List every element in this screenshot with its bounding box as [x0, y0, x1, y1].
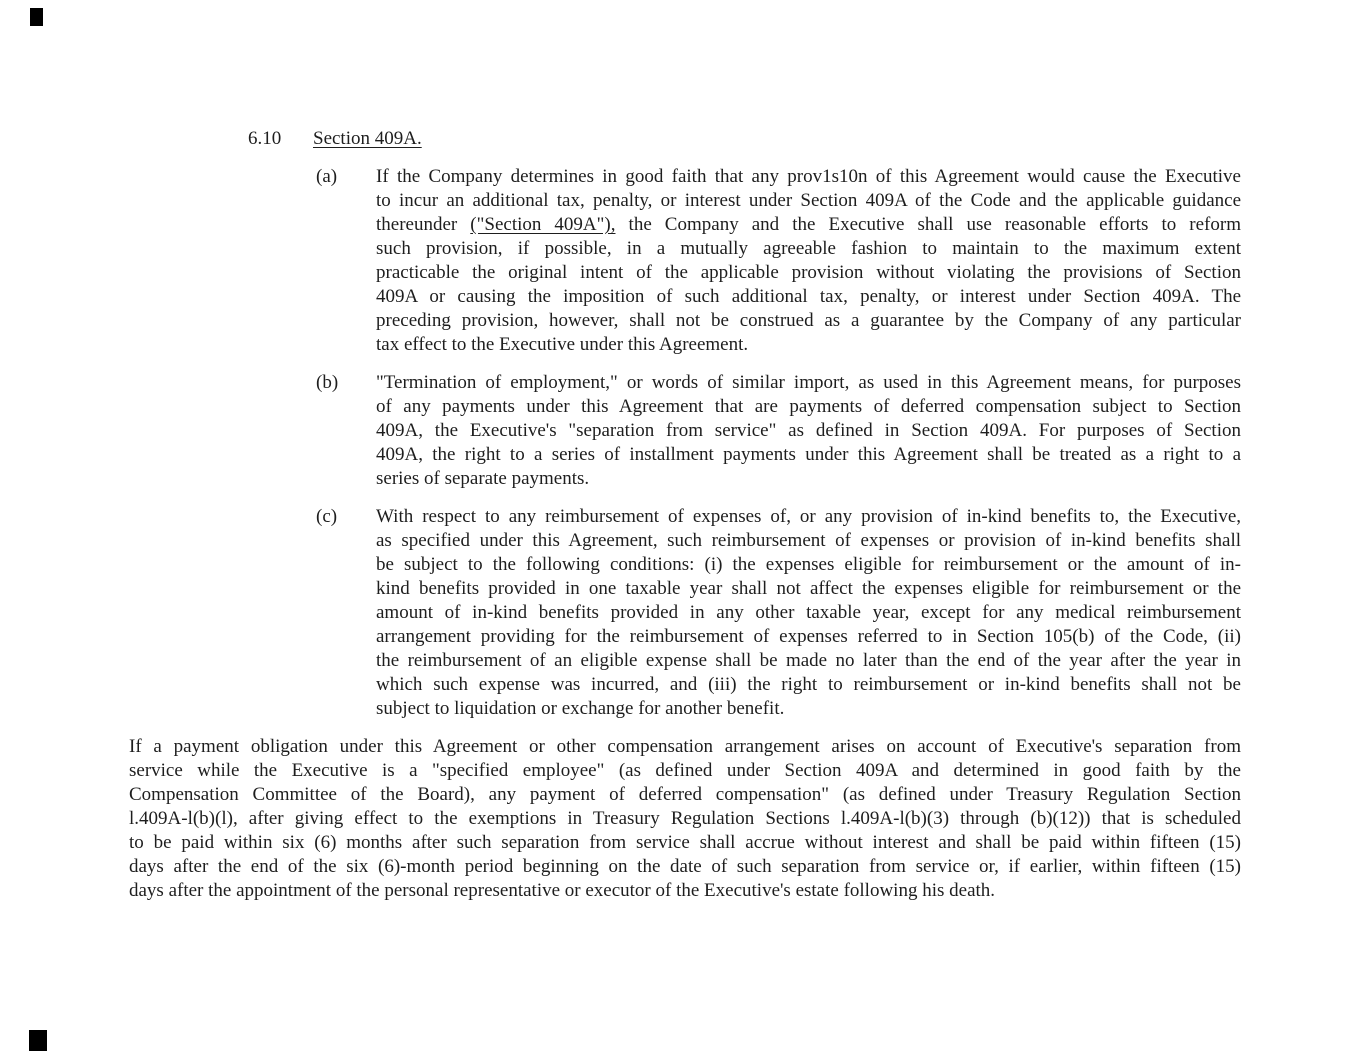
- text-line: such provision, if possible, in a mutually agreeable fashion to maintain to the maximum extent: [376, 238, 1241, 259]
- text-line: amount of in-kind benefits provided in any other taxable year, except for any medical reimbursement: [376, 602, 1241, 623]
- text-line: arrangement providing for the reimbursement of expenses referred to in Section 105(b) of the Code, (ii): [376, 626, 1241, 647]
- section-6-10: [129, 127, 1241, 903]
- text-line: 409A, the right to a series of installment payments under this Agreement shall be treated as a right to a: [376, 444, 1241, 465]
- text-line: kind benefits provided in one taxable year shall not affect the expenses eligible for reimbursement or the: [376, 578, 1241, 599]
- section-number: 6.10: [248, 128, 282, 149]
- text-line: 409A or causing the imposition of such additional tax, penalty, or interest under Section 409A. The: [376, 286, 1241, 307]
- text-line: days after the end of the six (6)-month period beginning on the date of such separation from service or, if earlier, within fifteen (15): [129, 856, 1241, 877]
- closing-paragraph: [129, 735, 1241, 903]
- subsection-c-label: (c): [316, 506, 338, 527]
- text-line: which such expense was incurred, and (iii) the right to reimbursement or in-kind benefits shall not be: [376, 674, 1241, 695]
- text-line: as specified under this Agreement, such reimbursement of expenses or provision of in-kind benefits shall: [376, 530, 1241, 551]
- subsection-a-label: (a): [316, 166, 338, 187]
- text-line: preceding provision, however, shall not be construed as a guarantee by the Company of any particular: [376, 310, 1241, 331]
- underlined-defined-term: ("Section 409A"),: [470, 214, 616, 235]
- text-line: the reimbursement of an eligible expense shall be made no later than the end of the year after the year in: [376, 650, 1241, 671]
- text-line: practicable the original intent of the applicable provision without violating the provisions of Section: [376, 262, 1241, 283]
- text-line: subject to liquidation or exchange for another benefit.: [376, 698, 785, 719]
- text-line: l.409A-l(b)(l), after giving effect to the exemptions in Treasury Regulation Sections l.409A-l(b)(3) through (b)(12)) that is scheduled: [129, 808, 1241, 829]
- section-heading: [248, 127, 1241, 151]
- subsection-a-text: [376, 165, 1241, 357]
- subsection-c: [129, 505, 1241, 721]
- section-title: Section 409A.: [313, 128, 422, 149]
- text-line: to be paid within six (6) months after such separation from service shall accrue without interest and shall be paid within fifteen (15): [129, 832, 1241, 853]
- text-line: tax effect to the Executive under this Agreement.: [376, 334, 749, 355]
- text-line: be subject to the following conditions: (i) the expenses eligible for reimbursement or the amount of in-: [376, 554, 1241, 575]
- subsection-c-text: [376, 505, 1241, 721]
- text-line: If a payment obligation under this Agreement or other compensation arrangement arises on account of Executive's separation from: [129, 736, 1241, 757]
- text-line: thereunder ("Section 409A"), the Company and the Executive shall use reasonable efforts to reform: [376, 214, 1241, 235]
- text-line: days after the appointment of the personal representative or executor of the Executive's estate following his death.: [129, 880, 996, 901]
- text-line: 409A, the Executive's "separation from service" as defined in Section 409A. For purposes of Section: [376, 420, 1241, 441]
- scan-artifact-top-left: [30, 8, 43, 26]
- text-line: series of separate payments.: [376, 468, 590, 489]
- text-line: to incur an additional tax, penalty, or interest under Section 409A of the Code and the applicable guidance: [376, 190, 1241, 211]
- subsection-a: [129, 165, 1241, 357]
- text-line: of any payments under this Agreement that are payments of deferred compensation subject to Section: [376, 396, 1241, 417]
- text-line: With respect to any reimbursement of expenses of, or any provision of in-kind benefits to, the Executive,: [376, 506, 1241, 527]
- text-line: "Termination of employment," or words of similar import, as used in this Agreement means, for purposes: [376, 372, 1241, 393]
- scan-artifact-bottom-left: [29, 1030, 47, 1051]
- subsection-b: [129, 371, 1241, 491]
- text-line: Compensation Committee of the Board), any payment of deferred compensation" (as defined under Treasury Regulation Section: [129, 784, 1241, 805]
- text-line: If the Company determines in good faith that any prov1s10n of this Agreement would cause the Executive: [376, 166, 1241, 187]
- text-line: service while the Executive is a "specified employee" (as defined under Section 409A and determined in good faith by the: [129, 760, 1241, 781]
- subsection-b-label: (b): [316, 372, 339, 393]
- subsection-b-text: [376, 371, 1241, 491]
